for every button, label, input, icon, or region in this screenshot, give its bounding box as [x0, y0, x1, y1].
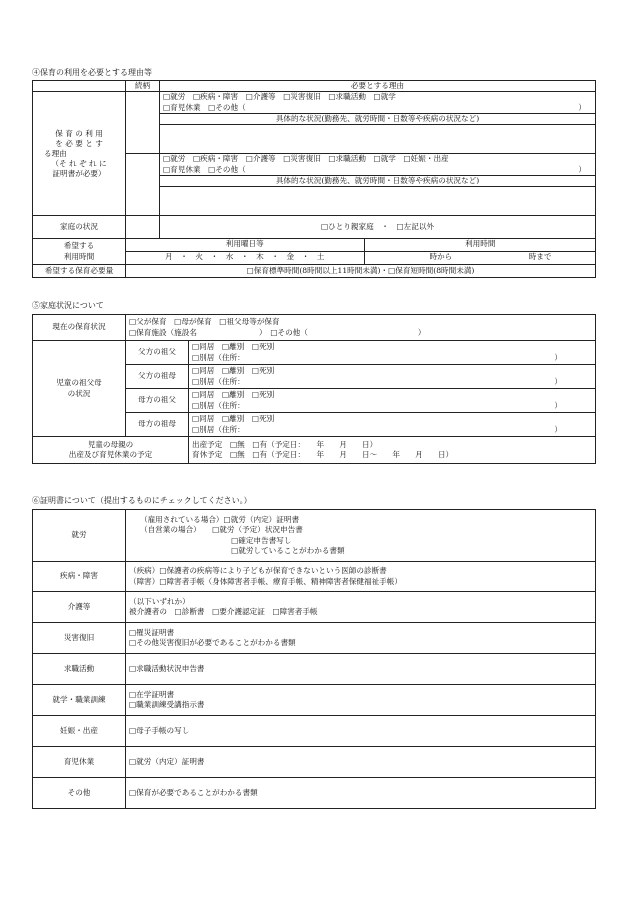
gp-options-paternal-grandmother[interactable]: □同居 □離別 □死別 □別居（住所： ） — [189, 365, 596, 389]
reason-table — [32, 80, 596, 278]
cert-label-work: 就労 — [33, 510, 126, 562]
cert-label-illness: 疾病・障害 — [33, 562, 126, 592]
cert-options-pregnancy[interactable]: □母子手帳の写し — [126, 716, 596, 747]
reason-header: 必要とする理由 — [160, 81, 596, 92]
section4-title: ④保育の利用を必要とする理由等 — [32, 68, 152, 77]
gp-label-maternal-grandfather: 母方の祖父 — [126, 389, 189, 413]
reason-options-1[interactable] — [160, 92, 596, 114]
cert-label-jobsearch: 求職活動 — [33, 654, 126, 685]
blank-header-cell — [33, 81, 126, 92]
reason-label-line: （そ れ ぞ れ に — [51, 158, 107, 168]
reason-options-line[interactable]: □育児休業 □その他（ ） — [163, 164, 586, 174]
days-header: 利用曜日等 — [126, 239, 364, 251]
reason-label-line: る理由 — [44, 148, 67, 158]
cert-options-disaster[interactable]: □罹災証明書 □その他災害復旧が必要であることがわかる書類 — [126, 623, 596, 654]
reason-options-2[interactable] — [160, 154, 596, 176]
section6-title: ⑥証明書について（提出するものにチェックしてください。） — [32, 496, 252, 505]
need-amount-label: 希望する保育必要量 — [33, 265, 126, 278]
cert-options-care[interactable]: （以下いずれか） 被介護者の □診断書 □要介護認定証 □障害者手帳 — [126, 592, 596, 623]
family-status-label: 家庭の状況 — [33, 216, 126, 239]
gp-label-maternal-grandmother: 母方の祖母 — [126, 413, 189, 437]
cert-options-other[interactable]: □保育が必要であることがわかる書類 — [126, 778, 596, 809]
use-time-inner — [126, 239, 596, 264]
need-amount-options[interactable]: □保育標準時間(8時間以上11時間未満)・□保育短時間(8時間未満) — [126, 265, 596, 278]
reason-options-line[interactable]: □就労 □疾病・障害 □介護等 □災害復旧 □求職活動 □就学 □妊娠・出産 — [163, 154, 449, 163]
family-status-options[interactable]: □ひとり親家庭 ・ □左記以外 — [160, 216, 596, 239]
cert-options-childcare-leave[interactable]: □就労（内定）証明書 — [126, 747, 596, 778]
reason-label-line: 証明書が必要） — [52, 168, 106, 178]
gp-options-maternal-grandfather[interactable]: □同居 □離別 □死別 □別居（住所： ） — [189, 389, 596, 413]
relationship-cell-1[interactable] — [126, 92, 160, 154]
hours-value[interactable]: 時から 時まで — [364, 251, 596, 264]
current-care-options[interactable]: □父が保育 □母が保育 □祖父母等が保育 □保育施設（施設名 ） □その他（ ） — [126, 315, 596, 341]
use-time-label: 希望する 利用時間 — [33, 239, 126, 265]
section5-title: ⑤家庭状況について — [32, 301, 104, 310]
cert-options-jobsearch[interactable]: □求職活動状況申告書 — [126, 654, 596, 685]
cert-label-care: 介護等 — [33, 592, 126, 623]
grandparents-label: 児童の祖父母 の状況 — [33, 341, 126, 437]
relationship-header: 続柄 — [126, 81, 160, 92]
days-options[interactable]: 月 ・ 火 ・ 水 ・ 木 ・ 金 ・ 土 — [126, 251, 364, 264]
use-time-cell — [126, 239, 596, 265]
cert-label-childcare-leave: 育児休業 — [33, 747, 126, 778]
reason-options-line[interactable]: □育児休業 □その他（ ） — [163, 102, 586, 112]
cert-label-disaster: 災害復旧 — [33, 623, 126, 654]
gp-label-paternal-grandmother: 父方の祖母 — [126, 365, 189, 389]
cert-options-school[interactable]: □在学証明書 □職業訓練受講指示書 — [126, 685, 596, 716]
gp-options-maternal-grandmother[interactable]: □同居 □離別 □死別 □別居（住所： ） — [189, 413, 596, 437]
family-table — [32, 314, 596, 464]
cert-label-pregnancy: 妊娠・出産 — [33, 716, 126, 747]
reason-label — [33, 92, 126, 216]
relationship-cell-2[interactable] — [126, 154, 160, 216]
reason-options-line[interactable]: □就労 □疾病・障害 □介護等 □災害復旧 □求職活動 □就学 — [163, 92, 396, 101]
cert-options-work[interactable]: （雇用されている場合）□就労（内定）証明書 （自営業の場合） □就労（予定）状況申告書 □確定申告書写し □就労していることがわかる書類 — [126, 510, 596, 562]
detail-cell-2[interactable] — [160, 176, 596, 216]
hours-header: 利用時間 — [364, 239, 596, 251]
detail-label: 具体的な状況(勤務先、就労時間・日数等や疾病の状況など) — [160, 114, 595, 125]
cert-label-school: 就学・職業訓練 — [33, 685, 126, 716]
detail-label: 具体的な状況(勤務先、就労時間・日数等や疾病の状況など) — [160, 176, 595, 187]
mother-plan-label: 児童の母親の 出産及び育児休業の予定 — [33, 437, 189, 464]
detail-cell-1[interactable] — [160, 114, 596, 154]
cert-label-other: その他 — [33, 778, 126, 809]
cert-options-illness[interactable]: （疾病）□保護者の疾病等により子どもが保育できないという医師の診断書 （障害）□障害者手帳（身体障害者手帳、療育手帳、精神障害者保健福祉手帳） — [126, 562, 596, 592]
current-care-label: 現在の保育状況 — [33, 315, 126, 341]
reason-label-line: 保 育 の 利 用 — [55, 128, 103, 138]
reason-label-line: を 必 要 と す — [55, 138, 103, 148]
family-blank-cell — [126, 216, 160, 239]
mother-plan-options[interactable]: 出産予定 □無 □有（予定日： 年 月 日） 育休予定 □無 □有（予定日： 年 月 日～ 年 月 日） — [189, 437, 596, 464]
gp-options-paternal-grandfather[interactable]: □同居 □離別 □死別 □別居（住所： ） — [189, 341, 596, 365]
certificate-table — [32, 509, 596, 809]
gp-label-paternal-grandfather: 父方の祖父 — [126, 341, 189, 365]
